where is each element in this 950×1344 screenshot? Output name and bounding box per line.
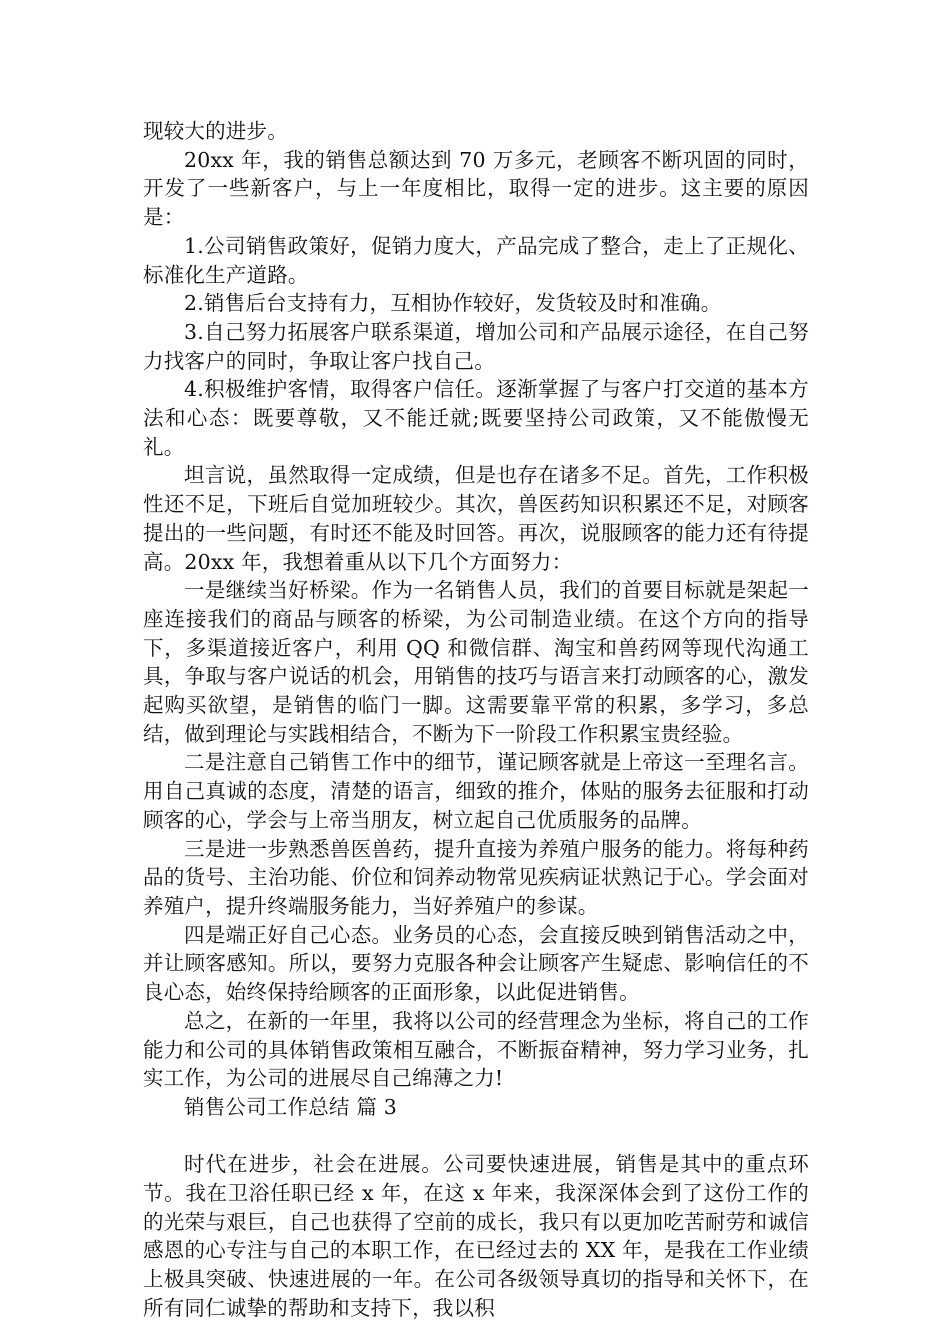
paragraph: 二是注意自己销售工作中的细节，谨记顾客就是上帝这一至理名言。用自己真诚的态度，清楚的语言，细致的推介，体贴的服务去征服和打动顾客的心，学会与上帝当朋友，树立起自己优质服务的品牌。 xyxy=(143,750,809,832)
paragraph: 1.公司销售政策好，促销力度大，产品完成了整合，走上了正规化、标准化生产道路。 xyxy=(143,233,809,287)
paragraph: 4.积极维护客情，取得客户信任。逐渐掌握了与客户打交道的基本方法和心态：既要尊敬，又不能迁就;既要坚持公司政策，又不能傲慢无礼。 xyxy=(143,377,809,459)
paragraph: 坦言说，虽然取得一定成绩，但是也存在诸多不足。首先，工作积极性还不足，下班后自觉加班较少。其次，兽医药知识积累还不足，对顾客提出的一些问题，有时还不能及时回答。再次，说服顾客的能力还有待提高。20xx 年，我想着重从以下几个方面努力： xyxy=(143,463,809,574)
blank-line xyxy=(143,1122,809,1151)
paragraph: 一是继续当好桥梁。作为一名销售人员，我们的首要目标就是架起一座连接我们的商品与顾客的桥梁，为公司制造业绩。在这个方向的指导下，多渠道接近客户，利用 QQ 和微信群、淘宝和兽药网等现代沟通工具，争取与客户说话的机会，用销售的技巧与语言来打动顾客的心，激发起购买欲望，是销售的临门一脚。这需要靠平常的积累，多学习，多总结，做到理论与实践相结合，不断为下一阶段工作积累宝贵经验。 xyxy=(143,578,809,746)
section-heading: 销售公司工作总结 篇 3 xyxy=(184,1094,397,1119)
paragraph: 时代在进步，社会在进展。公司要快速进展，销售是其中的重点环节。我在卫浴任职已经 x 年，在这 x 年来，我深深体会到了这份工作的的光荣与艰巨，自己也获得了空前的成长，我只有以更加吃苦耐劳和诚信感恩的心专注与自己的本职工作，在已经过去的 XX 年，是我在工作业绩上极具突破、快速进展的一年。在公司各级领导真切的指导和关怀下，在所有同仁诚挚的帮助和支持下，我以积 xyxy=(143,1152,809,1320)
paragraph: 2.销售后台支持有力，互相协作较好，发货较及时和准确。 xyxy=(184,291,722,316)
paragraph: 总之，在新的一年里，我将以公司的经营理念为坐标，将自己的工作能力和公司的具体销售政策相互融合，不断振奋精神，努力学习业务，扎实工作，为公司的进展尽自己绵薄之力! xyxy=(143,1008,809,1091)
document-body xyxy=(143,117,809,1323)
paragraph: 3.自己努力拓展客户联系渠道，增加公司和产品展示途径，在自己努力找客户的同时，争取让客户找自己。 xyxy=(143,319,809,373)
paragraph: 现较大的进步。 xyxy=(143,119,288,143)
paragraph: 四是端正好自己心态。业务员的心态，会直接反映到销售活动之中，并让顾客感知。所以，要努力克服各种会让顾客产生疑虑、影响信任的不良心态，始终保持给顾客的正面形象，以此促进销售。 xyxy=(143,922,809,1005)
paragraph: 20xx 年，我的销售总额达到 70 万多元，老顾客不断巩固的同时，开发了一些新客户，与上一年度相比，取得一定的进步。这主要的原因是： xyxy=(143,147,809,230)
paragraph: 三是进一步熟悉兽医兽药，提升直接为养殖户服务的能力。将每种药品的货号、主治功能、价位和饲养动物常见疾病证状熟记于心。学会面对养殖户，提升终端服务能力，当好养殖户的参谋。 xyxy=(143,836,809,918)
